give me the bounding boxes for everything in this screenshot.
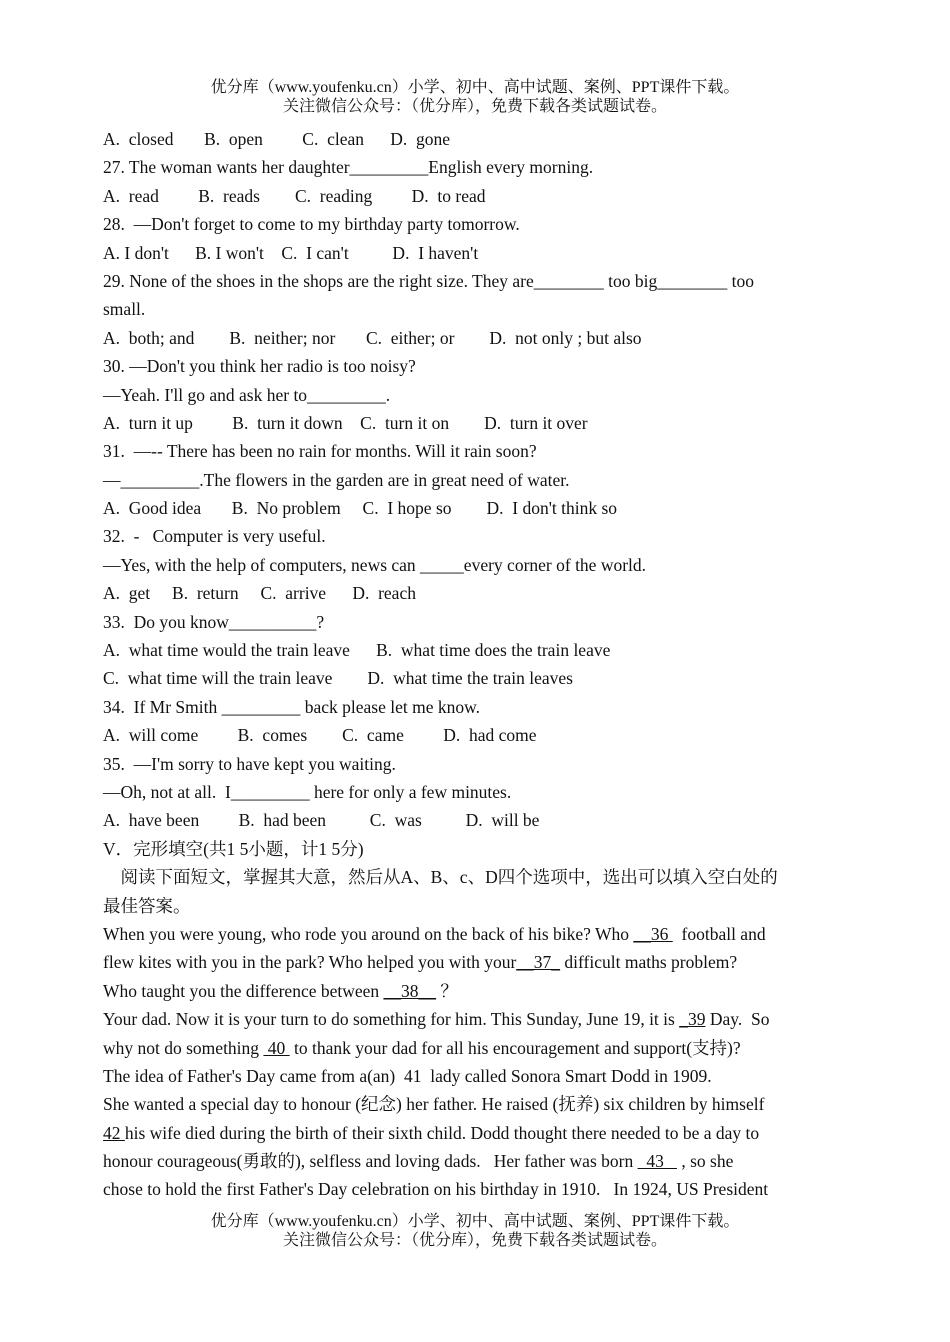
q31-options: A. Good idea B. No problem C. I hope so D. I don't think so xyxy=(103,498,618,519)
header-line-1: 优分库（www.youfenku.cn）小学、初中、高中试题、案例、PPT课件下载。 xyxy=(210,79,740,96)
q28-options: A. I don't B. I won't C. I can't D. I haven't xyxy=(103,242,479,263)
q31-stem: 31. —-- There has been no rain for months. Will it rain soon? xyxy=(103,441,537,462)
passage-line-2: flew kites with you in the park? Who helped you with your__37_ difficult maths problem? xyxy=(103,952,738,973)
q30-options: A. turn it up B. turn it down C. turn it on D. turn it over xyxy=(103,412,588,433)
q33-options-ab: A. what time would the train leave B. what time does the train leave xyxy=(103,640,611,661)
passage-line-9: honour courageous(勇敢的), selfless and loving dads. Her father was born 43 , so she xyxy=(103,1151,734,1172)
q27-stem: 27. The woman wants her daughter_________English every morning. xyxy=(103,157,594,178)
q26-options: A. closed B. open C. clean D. gone xyxy=(103,129,451,149)
footer-line-1: 优分库（www.youfenku.cn）小学、初中、高中试题、案例、PPT课件下载。 xyxy=(210,1213,740,1230)
passage-line-10: chose to hold the first Father's Day celebration on his birthday in 1910. In 1924, US President xyxy=(103,1179,769,1200)
q27-options: A. read B. reads C. reading D. to read xyxy=(103,185,486,206)
page-header xyxy=(0,78,950,116)
q32-stem: 32. - Computer is very useful. xyxy=(103,526,326,547)
q30-reply: —Yeah. I'll go and ask her to_________. xyxy=(103,384,391,405)
passage-line-6: The idea of Father's Day came from a(an) 41 lady called Sonora Smart Dodd in 1909. xyxy=(103,1065,712,1086)
q31-reply: —_________.The flowers in the garden are in great need of water. xyxy=(103,469,570,490)
blank-43: 43 xyxy=(637,1151,677,1172)
q35-reply: —Oh, not at all. I_________ here for only a few minutes. xyxy=(103,781,512,802)
blank-36: __36 xyxy=(633,923,673,944)
q35-options: A. have been B. had been C. was D. will be xyxy=(103,810,540,831)
section-v-instructions: 阅读下面短文，掌握其大意，然后从A、B、c、D四个选项中，选出可以填入空白处的 xyxy=(103,867,778,888)
passage-line-5: why not do something 40 to thank your dad for all his encouragement and support(支持)? xyxy=(103,1037,741,1058)
q29-stem: 29. None of the shoes in the shops are the right size. They are________ too big________ too xyxy=(103,270,754,291)
q32-options: A. get B. return C. arrive D. reach xyxy=(103,583,416,604)
q29-stem-cont: small. xyxy=(103,299,146,320)
passage-line-8: 42 his wife died during the birth of their sixth child. Dodd thought there needed to be a day to xyxy=(103,1122,760,1143)
q29-options: A. both; and B. neither; nor C. either; or D. not only ; but also xyxy=(103,327,642,348)
page-footer xyxy=(0,1212,950,1250)
blank-40: 40 xyxy=(263,1037,290,1058)
header-line-2: 关注微信公众号：（优分库），免费下载各类试题试卷。 xyxy=(282,98,667,115)
footer-line-2: 关注微信公众号：（优分库），免费下载各类试题试卷。 xyxy=(282,1232,667,1249)
q34-stem: 34. If Mr Smith _________ back please let me know. xyxy=(103,696,480,717)
blank-42: 42 xyxy=(103,1122,125,1143)
blank-37: __37_ xyxy=(516,952,561,973)
passage-line-3: Who taught you the difference between __38__ ？ xyxy=(103,980,458,1001)
q34-options: A. will come B. comes C. came D. had come xyxy=(103,725,537,746)
passage-line-1: When you were young, who rode you around on the back of his bike? Who __36 football and xyxy=(103,923,766,944)
q35-stem: 35. —I'm sorry to have kept you waiting. xyxy=(103,753,396,774)
section-v-instructions-cont: 最佳答案。 xyxy=(103,895,191,916)
q32-reply: —Yes, with the help of computers, news can _____every corner of the world. xyxy=(103,554,647,575)
blank-39: _39 xyxy=(679,1009,706,1030)
q30-stem: 30. —Don't you think her radio is too noisy? xyxy=(103,356,416,377)
section-v-heading: V．完形填空(共1 5小题，计1 5分) xyxy=(103,838,364,859)
blank-38: __38__ xyxy=(383,980,437,1001)
passage-line-7: She wanted a special day to honour (纪念) her father. He raised (抚养) six children by himself xyxy=(103,1094,765,1115)
passage-line-4: Your dad. Now it is your turn to do something for him. This Sunday, June 19, it is _39 Day. So xyxy=(103,1009,770,1030)
document-body xyxy=(103,125,845,1204)
q33-options-cd: C. what time will the train leave D. what time the train leaves xyxy=(103,668,573,689)
q33-stem: 33. Do you know__________? xyxy=(103,611,325,632)
q28-stem: 28. —Don't forget to come to my birthday party tomorrow. xyxy=(103,214,520,235)
